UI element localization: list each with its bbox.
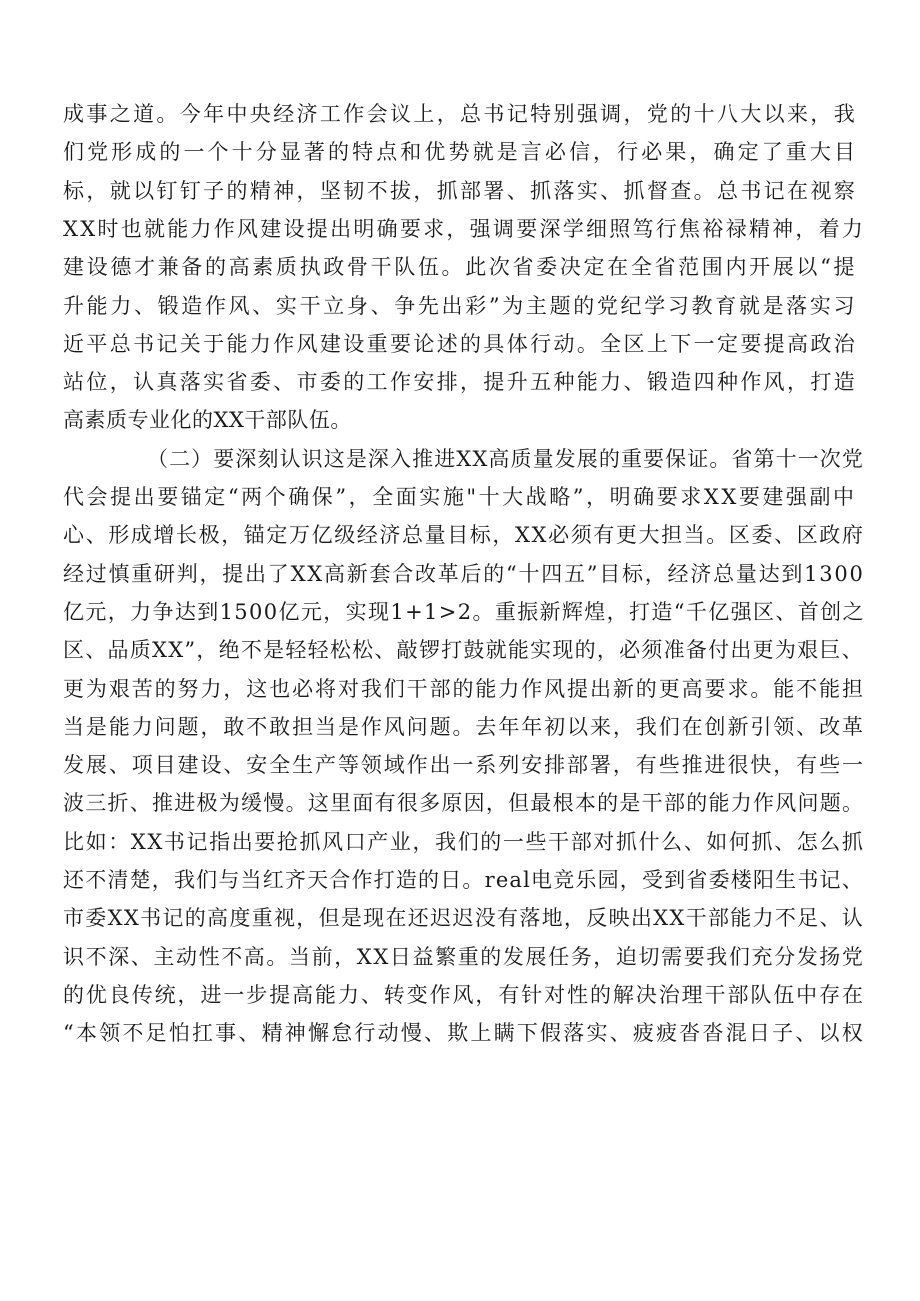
text-line: XX时也就能力作风建设提出明确要求，强调要深学细照笃行焦裕禄精神，着力 [63, 216, 866, 241]
text-line: 比如：XX书记指出要抢抓风口产业，我们的一些干部对抓什么、如何抓、怎么抓 [63, 829, 865, 854]
text-line: 高素质专业化的XX干部队伍。 [63, 408, 352, 433]
text-line: （二）要深刻认识这是深入推进XX高质量发展的重要保证。省第十一次党 [147, 446, 864, 471]
text-line: 升能力、锻造作风、实干立身、争先出彩”为主题的党纪学习教育就是落实习 [63, 293, 858, 318]
text-line: 心、形成增长极，锚定万亿级经济总量目标，XX必须有更大担当。区委、区政府 [63, 523, 865, 548]
text-line: 当是能力问题，敢不敢担当是作风问题。去年年初以来，我们在创新引领、改革 [63, 714, 865, 739]
text-line: 们党形成的一个十分显著的特点和优势就是言必信，行必果，确定了重大目 [63, 140, 859, 165]
text-line: 还不清楚，我们与当红齐天合作打造的日。real电竞乐园，受到省委楼阳生书记、 [63, 868, 864, 892]
text-line: 代会提出要锚定“两个确保”，全面实施"十大战略”，明确要求XX要建强副中 [63, 485, 857, 509]
text-line: 标，就以钉钉子的精神，坚韧不拔，抓部署、抓落实、抓督查。总书记在视察 [63, 178, 858, 203]
text-line: 近平总书记关于能力作风建设重要论述的具体行动。全区上下一定要提高政治 [63, 331, 858, 356]
text-line: 建设德才兼备的高素质执政骨干队伍。此次省委决定在全省范围内开展以“提 [63, 255, 858, 280]
text-line: 经过慎重研判，提出了XX高新套合改革后的“十四五”目标，经济总量达到1300 [63, 561, 865, 586]
text-line: 更为艰苦的努力，这也必将对我们干部的能力作风提出新的更高要求。能不能担 [63, 676, 865, 701]
text-line: 区、品质XX”，绝不是轻轻松松、敲锣打鼓就能实现的，必须准备付出更为艰巨、 [63, 638, 864, 663]
text-line: 识不深、主动性不高。当前，XX日益繁重的发展任务，迫切需要我们充分发扬党 [63, 944, 865, 969]
text-line: 站位，认真落实省委、市委的工作安排，提升五种能力、锻造四种作风，打造 [63, 370, 858, 395]
text-line: 成事之道。今年中央经济工作会议上，总书记特别强调，党的十八大以来，我 [63, 102, 858, 126]
text-line: 波三折、推进极为缓慢。这里面有很多原因，但最根本的是干部的能力作风问题。 [63, 791, 865, 816]
text-line: 市委XX书记的高度重视，但是现在还迟迟没有落地，反映出XX干部能力不足、认 [63, 906, 865, 931]
text-line: 的优良传统，进一步提高能力、转变作风，有针对性的解决治理干部队伍中存在 [63, 982, 865, 1007]
text-line: “本领不足怕扛事、精神懈怠行动慢、欺上瞒下假落实、疲疲沓沓混日子、以权 [63, 1021, 865, 1046]
text-line: 亿元，力争达到1500亿元，实现1+1>2。重振新辉煌，打造“千亿强区、首创之 [63, 599, 865, 624]
text-line: 发展、项目建设、安全生产等领域作出一系列安排部署，有些推进很快，有些一 [63, 753, 865, 778]
